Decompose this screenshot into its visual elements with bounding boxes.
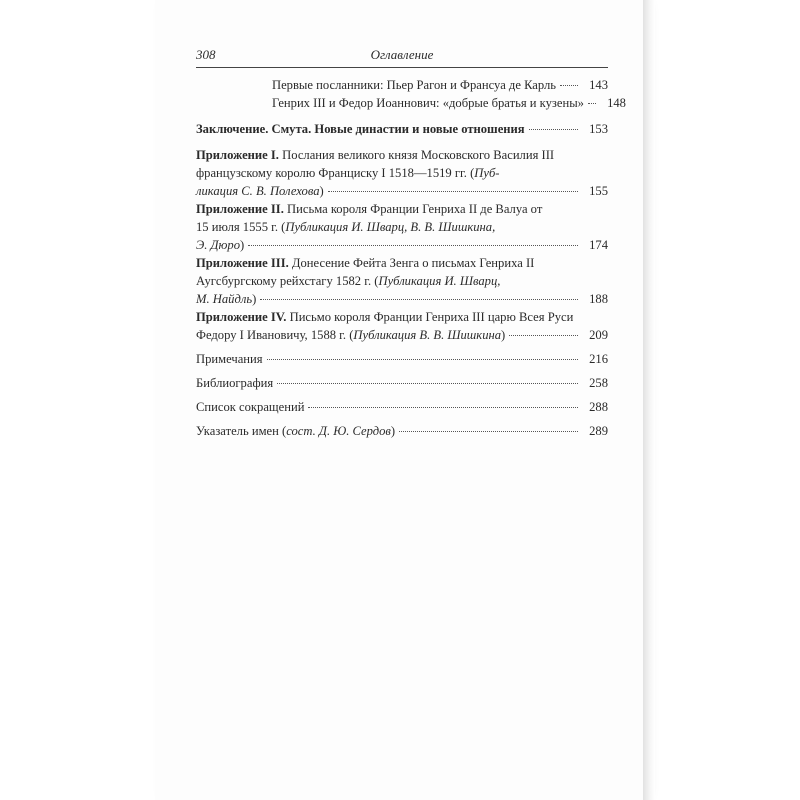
entry-line: 15 июля 1555 г. (Публикация И. Шварц, В. В. Шишкина, bbox=[196, 220, 496, 234]
leader-dots bbox=[277, 383, 578, 384]
toc-entry-appendix-1 bbox=[196, 146, 608, 200]
toc-entry-first-envoys bbox=[196, 76, 608, 94]
entry-line: Аугсбургскому рейхстагу 1582 г. (Публикация И. Шварц, bbox=[196, 274, 501, 288]
toc-entry-henry-fedor bbox=[196, 94, 626, 112]
entry-label: Приложение III. bbox=[196, 256, 289, 270]
entry-label: Приложение II. bbox=[196, 202, 284, 216]
leader-dots bbox=[260, 299, 578, 300]
entry-label: Приложение IV. bbox=[196, 310, 287, 324]
leader-dots bbox=[560, 85, 578, 86]
entry-title: Заключение. Смута. Новые династии и новые отношения bbox=[196, 122, 525, 136]
entry-label: Приложение I. bbox=[196, 148, 279, 162]
entry-last-line: М. Найдль) 188 bbox=[196, 292, 608, 306]
entry-page: 153 bbox=[589, 122, 608, 136]
toc-entry-abbreviations bbox=[196, 398, 608, 416]
entry-line: Приложение IV. Письмо короля Франции Генриха III царю Всея Руси bbox=[196, 310, 574, 324]
page-edge-shadow bbox=[643, 0, 655, 800]
entry-title: Генрих III и Федор Иоаннович: «добрые братья и кузены» bbox=[272, 96, 584, 110]
entry-line: Приложение II. Письма короля Франции Генриха II де Валуа от bbox=[196, 202, 543, 216]
entry-page: 143 bbox=[589, 78, 608, 92]
entry-page: 188 bbox=[589, 292, 608, 306]
entry-page: 258 bbox=[589, 376, 608, 390]
leader-dots bbox=[529, 129, 578, 130]
entry-last-line: Э. Дюро) 174 bbox=[196, 238, 608, 252]
leader-dots bbox=[509, 335, 578, 336]
toc-entry-appendix-4 bbox=[196, 308, 608, 344]
entry-page: 288 bbox=[589, 400, 608, 414]
toc-entry-appendix-2 bbox=[196, 200, 608, 254]
entry-page: 209 bbox=[589, 328, 608, 342]
entry-title: Первые посланники: Пьер Рагон и Франсуа де Карль bbox=[272, 78, 557, 92]
entry-last-line: Федору I Ивановичу, 1588 г. (Публикация В. В. Шишкина) 209 bbox=[196, 328, 608, 342]
running-header bbox=[196, 47, 608, 68]
entry-title: Примечания bbox=[196, 352, 263, 366]
entry-page: 216 bbox=[589, 352, 608, 366]
page-number: 308 bbox=[196, 47, 216, 62]
leader-dots bbox=[267, 359, 578, 360]
entry-title: Указатель имен (сост. Д. Ю. Сердов) bbox=[196, 424, 396, 438]
entry-line: Приложение III. Донесение Фейта Зенга о письмах Генриха II bbox=[196, 256, 535, 270]
page-title: Оглавление bbox=[370, 47, 434, 62]
leader-dots bbox=[588, 103, 596, 104]
leader-dots bbox=[328, 191, 578, 192]
toc-entry-appendix-3 bbox=[196, 254, 608, 308]
entry-last-line: ликация С. В. Полехова) 155 bbox=[196, 184, 608, 198]
entry-title: Библиография bbox=[196, 376, 274, 390]
toc-entry-conclusion bbox=[196, 120, 608, 138]
entry-line: Приложение I. Послания великого князя Московского Василия III bbox=[196, 148, 555, 162]
entry-line: французскому королю Франциску I 1518—1519 гг. (Пуб- bbox=[196, 166, 500, 180]
entry-page: 289 bbox=[589, 424, 608, 438]
toc-entry-notes bbox=[196, 350, 608, 368]
entry-title: Список сокращений bbox=[196, 400, 305, 414]
entry-page: 174 bbox=[589, 238, 608, 252]
table-of-contents bbox=[196, 76, 626, 440]
leader-dots bbox=[248, 245, 578, 246]
entry-page: 155 bbox=[589, 184, 608, 198]
leader-dots bbox=[308, 407, 578, 408]
toc-entry-bibliography bbox=[196, 374, 608, 392]
leader-dots bbox=[399, 431, 578, 432]
entry-page: 148 bbox=[607, 96, 626, 110]
toc-entry-name-index bbox=[196, 422, 608, 440]
